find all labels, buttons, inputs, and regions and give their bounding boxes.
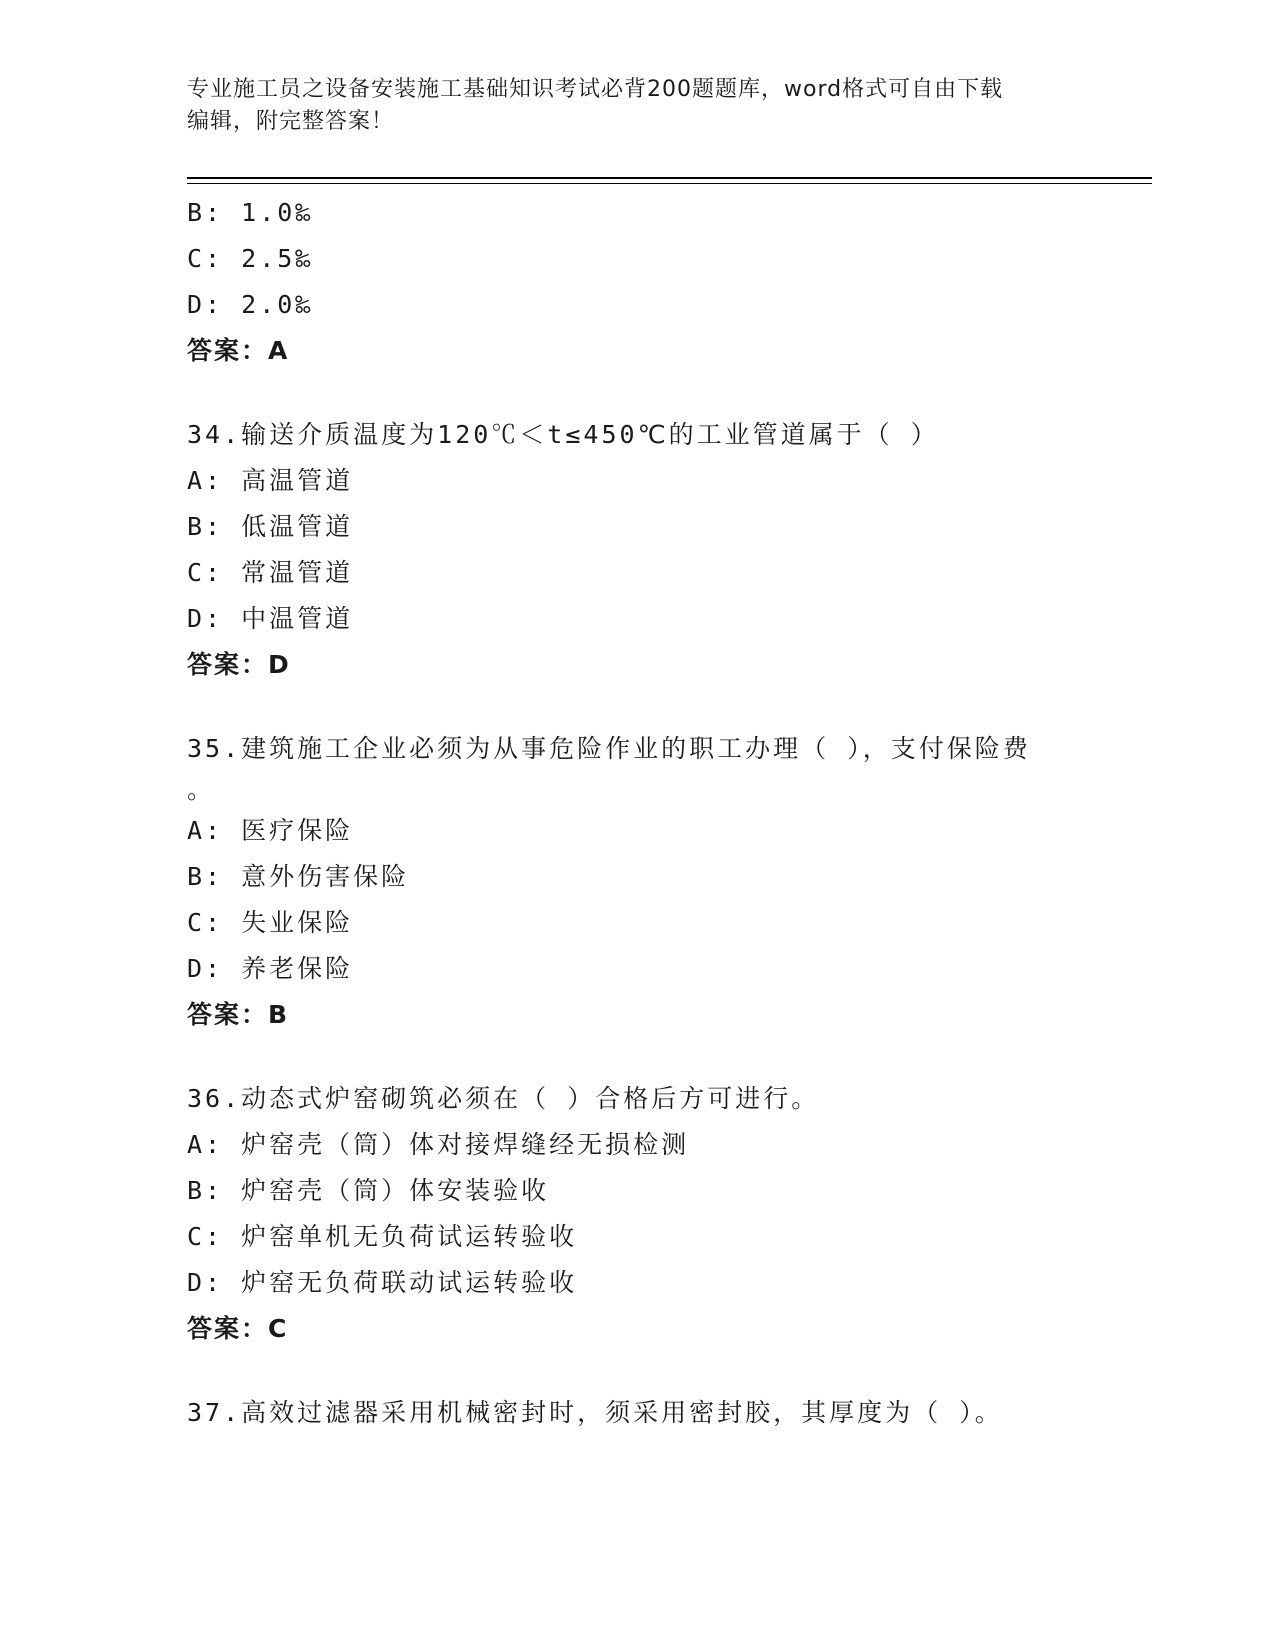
option-b: B: 低温管道 [187, 512, 354, 541]
option-d: D: 2.0‰ [187, 290, 314, 319]
question-stem: 37.高效过滤器采用机械密封时，须采用密封胶，其厚度为（ ）。 [187, 1398, 1003, 1427]
header-title-line2: 编辑，附完整答案！ [187, 109, 395, 134]
option-c: C: 炉窑单机无负荷试运转验收 [187, 1222, 578, 1251]
option-b: B: 炉窑壳（筒）体安装验收 [187, 1176, 550, 1205]
header-rule-thick [187, 177, 1152, 179]
header-rule-thin [187, 183, 1152, 184]
question-35 [187, 726, 1087, 1038]
question-34 [187, 412, 1087, 688]
question-stem-continuation: 。 [187, 775, 216, 804]
option-b: B: 1.0‰ [187, 198, 314, 227]
document-body [187, 190, 1087, 1436]
answer-line: 答案：A [187, 336, 290, 365]
option-d: D: 中温管道 [187, 604, 354, 633]
option-a: A: 医疗保险 [187, 816, 354, 845]
option-c: C: 常温管道 [187, 558, 354, 587]
header-title-line1: 专业施工员之设备安装施工基础知识考试必背200题题库，word格式可自由下载 [187, 77, 1004, 102]
question-33-partial [187, 190, 1087, 374]
answer-line: 答案：C [187, 1314, 289, 1343]
option-d: D: 炉窑无负荷联动试运转验收 [187, 1268, 578, 1297]
option-c: C: 失业保险 [187, 908, 354, 937]
answer-line: 答案：B [187, 1000, 290, 1029]
option-d: D: 养老保险 [187, 954, 354, 983]
option-a: A: 高温管道 [187, 466, 354, 495]
option-a: A: 炉窑壳（筒）体对接焊缝经无损检测 [187, 1130, 690, 1159]
question-stem: 34.输送介质温度为120℃＜t≤450℃的工业管道属于（ ） [187, 420, 939, 449]
question-36 [187, 1076, 1087, 1352]
option-c: C: 2.5‰ [187, 244, 314, 273]
question-stem: 35.建筑施工企业必须为从事危险作业的职工办理（ ），支付保险费 [187, 734, 1031, 763]
question-stem: 36.动态式炉窑砌筑必须在（ ）合格后方可进行。 [187, 1084, 820, 1113]
answer-line: 答案：D [187, 650, 291, 679]
page-header [187, 74, 1067, 138]
option-b: B: 意外伤害保险 [187, 862, 410, 891]
question-37 [187, 1390, 1087, 1436]
